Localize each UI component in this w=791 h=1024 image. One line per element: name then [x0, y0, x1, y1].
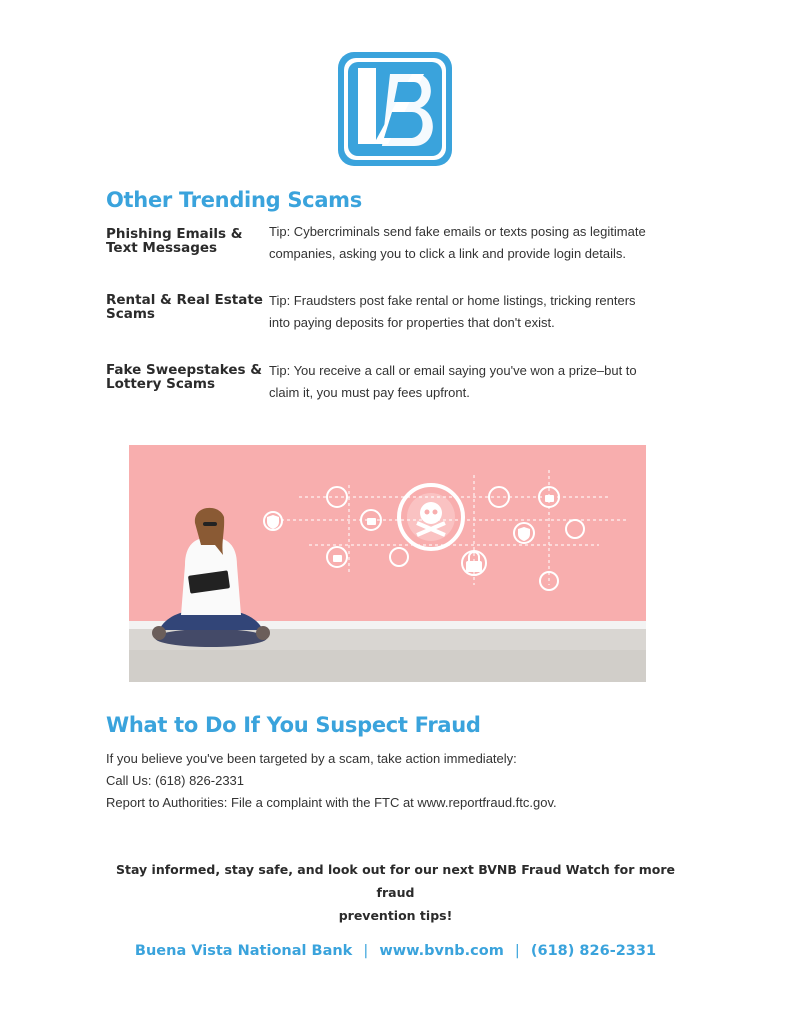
scam-title-phishing — [106, 227, 266, 255]
scam-tip-line: into paying deposits for properties that don't exist. — [269, 315, 555, 330]
fraud-illustration-photo — [129, 445, 646, 682]
bvnb-logo — [338, 52, 452, 166]
footer-separator: | — [363, 943, 369, 959]
section-title-suspect-fraud: What to Do If You Suspect Fraud — [106, 713, 481, 737]
scam-title-line: Phishing Emails & — [106, 226, 243, 242]
scam-tip-rental — [269, 290, 689, 334]
scam-title-rental — [106, 293, 266, 321]
fraud-report-text: Report to Authorities: File a complaint with the FTC at www.reportfraud.ftc.gov. — [106, 795, 557, 810]
scam-title-line: Scams — [106, 306, 155, 322]
scam-title-line: Lottery Scams — [106, 376, 216, 392]
scam-title-line: Text Messages — [106, 240, 218, 256]
scam-tip-line: Tip: Cybercriminals send fake emails or texts posing as legitimate — [269, 224, 646, 239]
footer-bank-name: Buena Vista National Bank — [134, 943, 353, 959]
fraud-intro-text: If you believe you've been targeted by a scam, take action immediately: — [106, 751, 517, 766]
scam-tip-line: companies, asking you to click a link and provide login details. — [269, 246, 626, 261]
footer — [0, 943, 791, 959]
scam-title-sweepstakes — [106, 363, 266, 391]
footer-separator: | — [514, 943, 520, 959]
closing-line: prevention tips! — [338, 908, 453, 923]
fraud-call-text: Call Us: (618) 826-2331 — [106, 773, 245, 788]
footer-website-link[interactable]: www.bvnb.com — [379, 943, 504, 959]
closing-message — [100, 858, 691, 927]
scam-title-line: Fake Sweepstakes & — [106, 362, 263, 378]
scam-tip-sweepstakes — [269, 360, 689, 404]
scam-tip-phishing — [269, 221, 689, 265]
section-title-trending-scams: Other Trending Scams — [106, 188, 362, 212]
closing-line: Stay informed, stay safe, and look out for our next BVNB Fraud Watch for more fraud — [116, 862, 675, 900]
scam-title-line: Rental & Real Estate — [106, 292, 263, 308]
footer-phone[interactable]: (618) 826-2331 — [530, 943, 657, 959]
scam-tip-line: Tip: You receive a call or email saying you've won a prize–but to — [269, 363, 637, 378]
skull-crossbones-icon — [399, 485, 463, 549]
scam-tip-line: claim it, you must pay fees upfront. — [269, 385, 470, 400]
scam-tip-line: Tip: Fraudsters post fake rental or home listings, tricking renters — [269, 293, 636, 308]
